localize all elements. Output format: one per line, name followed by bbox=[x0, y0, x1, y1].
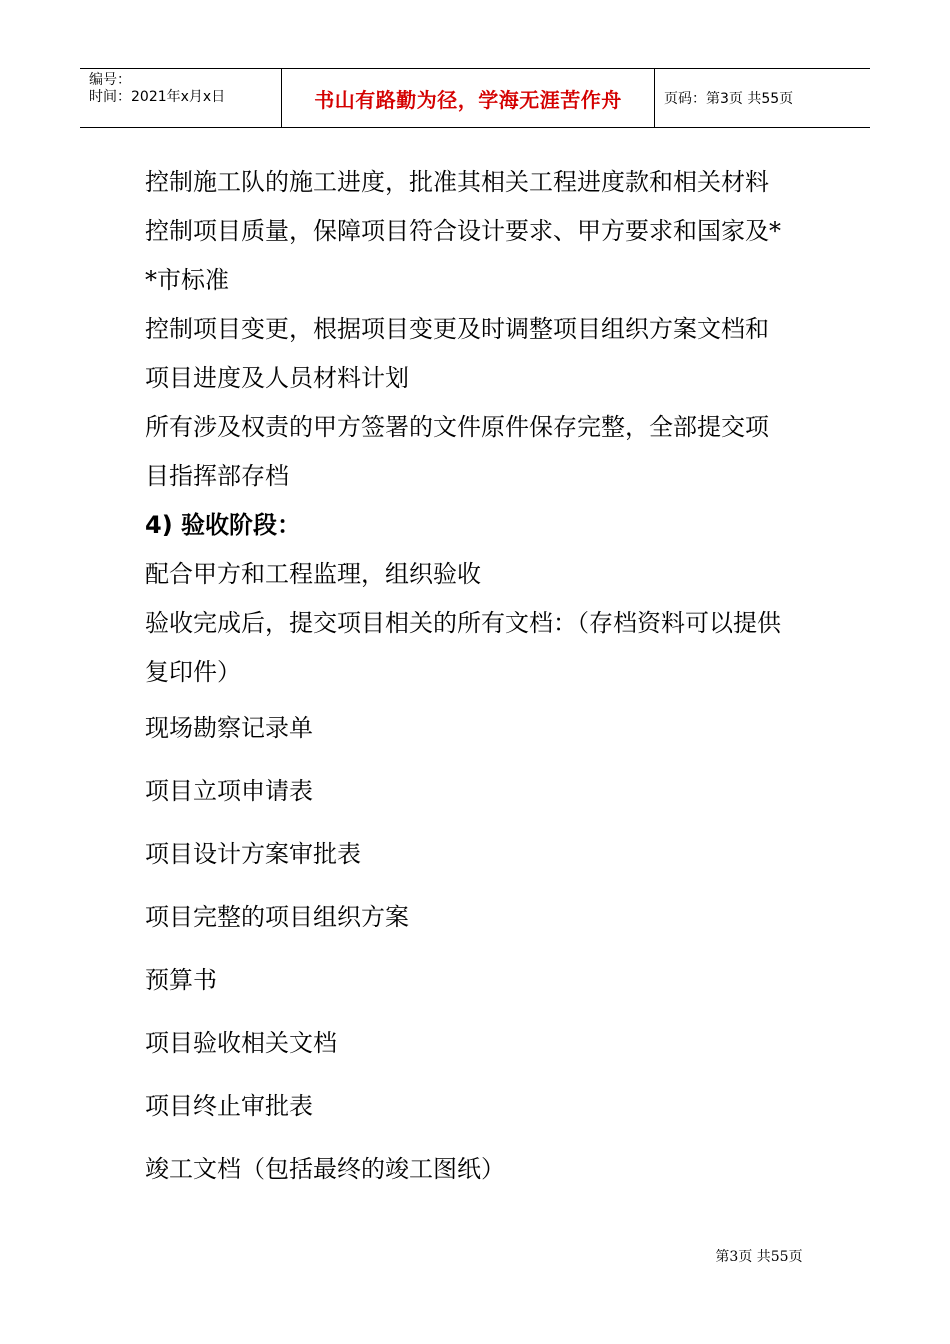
body-line: 项目进度及人员材料计划 bbox=[145, 364, 409, 392]
document-list-item: 竣工文档（包括最终的竣工图纸） bbox=[145, 1155, 505, 1183]
document-body bbox=[145, 158, 815, 1201]
body-line: 控制项目变更，根据项目变更及时调整项目组织方案文档和 bbox=[145, 315, 769, 343]
section-line: 验收完成后，提交项目相关的所有文档：（存档资料可以提供 bbox=[145, 609, 781, 637]
document-list-item: 项目验收相关文档 bbox=[145, 1029, 337, 1057]
section-heading: 4) 验收阶段： bbox=[145, 511, 302, 539]
document-list-item: 现场勘察记录单 bbox=[145, 714, 313, 742]
body-line: 所有涉及权责的甲方签署的文件原件保存完整，全部提交项 bbox=[145, 413, 769, 441]
document-list-item: 项目终止审批表 bbox=[145, 1092, 313, 1120]
header-page-info: 页码：第3页 共55页 bbox=[664, 91, 794, 107]
body-line: 控制项目质量，保障项目符合设计要求、甲方要求和国家及* bbox=[145, 217, 781, 245]
body-line: 控制施工队的施工进度，批准其相关工程进度款和相关材料 bbox=[145, 168, 769, 196]
page-header bbox=[80, 68, 870, 128]
page-footer: 第3页 共55页 bbox=[715, 1249, 803, 1265]
header-meta bbox=[80, 69, 282, 127]
header-motto: 书山有路勤为径，学海无涯苦作舟 bbox=[282, 69, 655, 127]
document-list-item: 项目立项申请表 bbox=[145, 777, 313, 805]
section-line: 复印件） bbox=[145, 658, 241, 686]
document-list-item: 项目设计方案审批表 bbox=[145, 840, 361, 868]
body-line: *市标准 bbox=[145, 266, 229, 294]
section-line: 配合甲方和工程监理，组织验收 bbox=[145, 560, 481, 588]
document-number-label: 编号： bbox=[89, 72, 131, 88]
document-list-item: 项目完整的项目组织方案 bbox=[145, 903, 409, 931]
document-list-item: 预算书 bbox=[145, 966, 217, 994]
body-line: 目指挥部存档 bbox=[145, 462, 289, 490]
document-time-label: 时间：2021年x月x日 bbox=[89, 89, 226, 105]
